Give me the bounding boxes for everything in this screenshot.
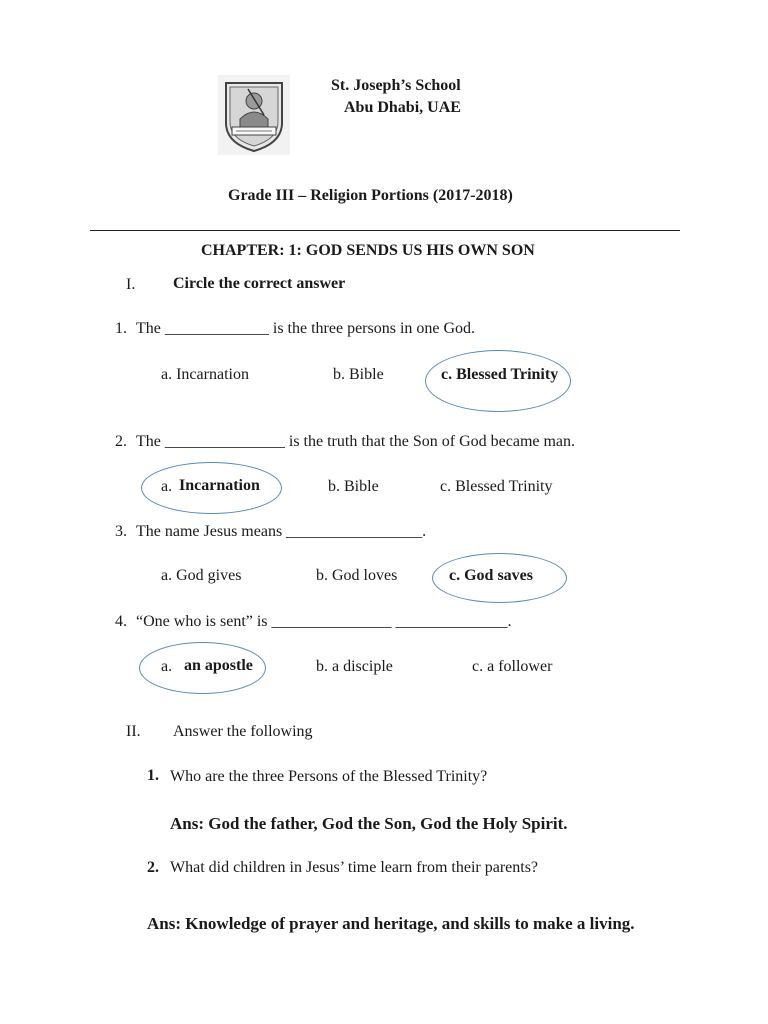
q2-option-c: c. Blessed Trinity bbox=[440, 478, 553, 495]
q4-option-c: c. a follower bbox=[472, 658, 553, 675]
q3-option-c-answer: c. God saves bbox=[449, 567, 533, 584]
q4-option-b: b. a disciple bbox=[316, 658, 393, 675]
s2-q2-question: What did children in Jesus’ time learn from their parents? bbox=[170, 859, 539, 876]
q2-option-a-answer: Incarnation bbox=[179, 477, 260, 494]
q2-answer-circle bbox=[141, 462, 282, 514]
section1-heading: Circle the correct answer bbox=[173, 275, 346, 292]
header-divider bbox=[90, 230, 680, 231]
q1-option-c-answer: c. Blessed Trinity bbox=[441, 366, 559, 383]
q4-number: 4. bbox=[115, 613, 127, 630]
school-location: Abu Dhabi, UAE bbox=[344, 99, 461, 116]
q4-text: “One who is sent” is _______________ ______________. bbox=[136, 613, 512, 630]
s2-q1-question: Who are the three Persons of the Blessed Trinity? bbox=[170, 768, 488, 785]
q1-number: 1. bbox=[115, 320, 127, 337]
school-crest-logo bbox=[218, 75, 290, 155]
q3-text: The name Jesus means _________________. bbox=[136, 523, 427, 540]
q4-option-a-prefix: a. bbox=[161, 658, 173, 675]
q3-option-a: a. God gives bbox=[161, 567, 242, 584]
q4-option-a-answer: an apostle bbox=[184, 657, 253, 674]
q4-answer-circle bbox=[139, 642, 266, 694]
q1-answer-circle bbox=[425, 350, 571, 412]
section2-numeral: II. bbox=[126, 723, 141, 740]
s2-q2-answer: Ans: Knowledge of prayer and heritage, and skills to make a living. bbox=[147, 914, 635, 933]
section1-numeral: I. bbox=[126, 276, 136, 293]
q3-number: 3. bbox=[115, 523, 127, 540]
q1-option-a: a. Incarnation bbox=[161, 366, 249, 383]
s2-q1-answer: Ans: God the father, God the Son, God the Holy Spirit. bbox=[170, 814, 568, 833]
q2-number: 2. bbox=[115, 433, 127, 450]
school-name: St. Joseph’s School bbox=[331, 77, 461, 94]
section2-heading: Answer the following bbox=[173, 723, 313, 740]
q2-text: The _______________ is the truth that the Son of God became man. bbox=[136, 433, 576, 450]
q3-answer-circle bbox=[432, 553, 567, 603]
q3-option-b: b. God loves bbox=[316, 567, 398, 584]
q1-option-b: b. Bible bbox=[333, 366, 384, 383]
s2-q2-number: 2. bbox=[147, 859, 159, 876]
q2-option-a-prefix: a. bbox=[161, 478, 173, 495]
q2-option-b: b. Bible bbox=[328, 478, 379, 495]
s2-q1-number: 1. bbox=[147, 767, 159, 784]
q1-text: The _____________ is the three persons in one God. bbox=[136, 320, 476, 337]
document-title: Grade III – Religion Portions (2017-2018) bbox=[228, 187, 513, 204]
chapter-title: CHAPTER: 1: GOD SENDS US HIS OWN SON bbox=[201, 242, 535, 259]
